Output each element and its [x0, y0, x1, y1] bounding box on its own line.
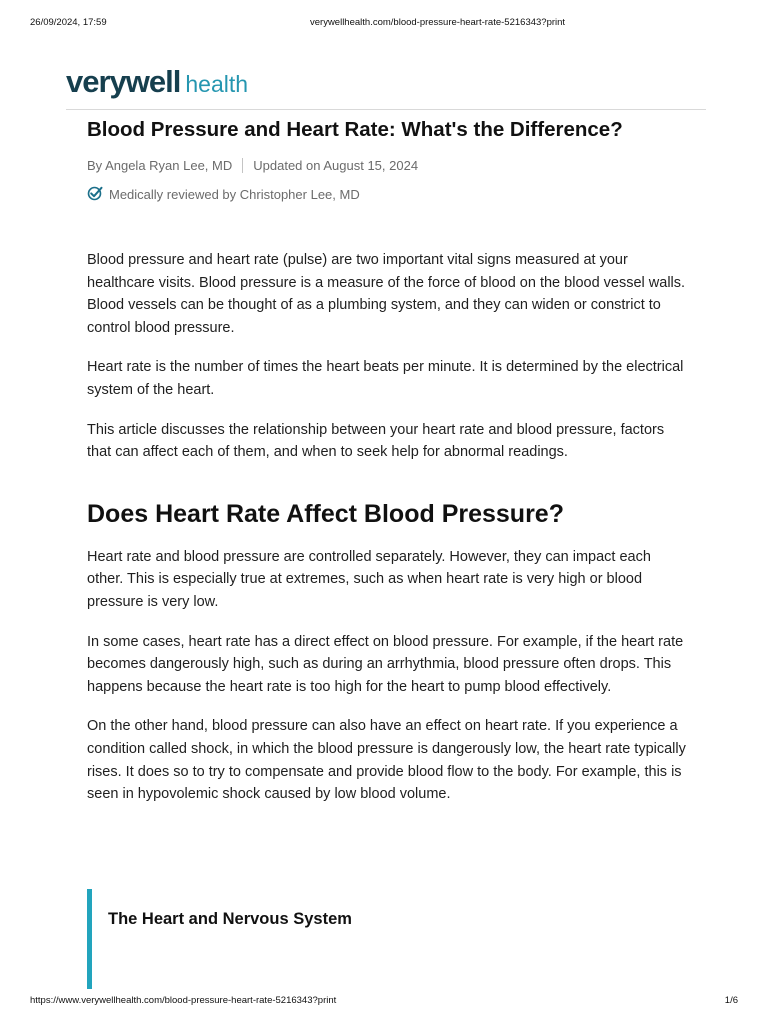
callout-box	[87, 889, 692, 989]
print-url: verywellhealth.com/blood-pressure-heart-rate-5216343?print	[310, 17, 566, 28]
footer-url: https://www.verywellhealth.com/blood-pressure-heart-rate-5216343?print	[30, 995, 337, 1006]
logo-sub: health	[185, 71, 249, 97]
print-datetime: 26/09/2024, 17:59	[30, 17, 107, 28]
callout-title: The Heart and Nervous System	[108, 910, 352, 928]
article-body	[87, 249, 687, 806]
section-heading: Does Heart Rate Affect Blood Pressure?	[87, 499, 564, 528]
updated-date: Updated on August 15, 2024	[253, 158, 419, 173]
header-divider	[66, 109, 706, 110]
print-header	[30, 17, 738, 31]
check-badge-icon	[87, 185, 109, 204]
reviewer-link[interactable]: Medically reviewed by Christopher Lee, MD	[109, 187, 360, 202]
article	[87, 118, 687, 823]
paragraph: On the other hand, blood pressure can also have an effect on heart rate. If you experience a condition called shock, in which the blood pressure is dangerously low, the heart rate typically rises. It does so to try to compensate and provide blood flow to the body. For example, this is seen in hypovolemic shock caused by low blood volume.	[87, 718, 686, 803]
author-link[interactable]: By Angela Ryan Lee, MD	[87, 158, 233, 173]
page-number: 1/6	[724, 995, 738, 1006]
paragraph: Heart rate and blood pressure are controlled separately. However, they can impact each other. This is especially true at extremes, such as when heart rate is very high or blood pressure is very low.	[87, 548, 651, 610]
medical-review	[87, 185, 687, 204]
site-logo[interactable]	[66, 64, 248, 104]
byline-separator	[242, 158, 243, 173]
paragraph: In some cases, heart rate has a direct effect on blood pressure. For example, if the heart rate becomes dangerously high, such as during an arrhythmia, blood pressure often drops. This happens because the heart rate is too high for the heart to pump blood effectively.	[87, 633, 684, 695]
logo-brand: verywell	[66, 64, 181, 99]
paragraph: This article discusses the relationship between your heart rate and blood pressure, factors that can affect each of them, and when to seek help for abnormal readings.	[87, 421, 665, 461]
byline	[87, 158, 687, 173]
article-title: Blood Pressure and Heart Rate: What's the Difference?	[87, 118, 623, 141]
print-footer	[30, 995, 738, 1009]
paragraph: Heart rate is the number of times the heart beats per minute. It is determined by the electrical system of the heart.	[87, 359, 684, 398]
paragraph: Blood pressure and heart rate (pulse) are two important vital signs measured at your healthcare visits. Blood pressure is a measure of the force of blood on the blood vessel walls. Blood vessels can be thought of as a plumbing system, and they can widen or constrict to control blood pressure.	[87, 252, 686, 336]
